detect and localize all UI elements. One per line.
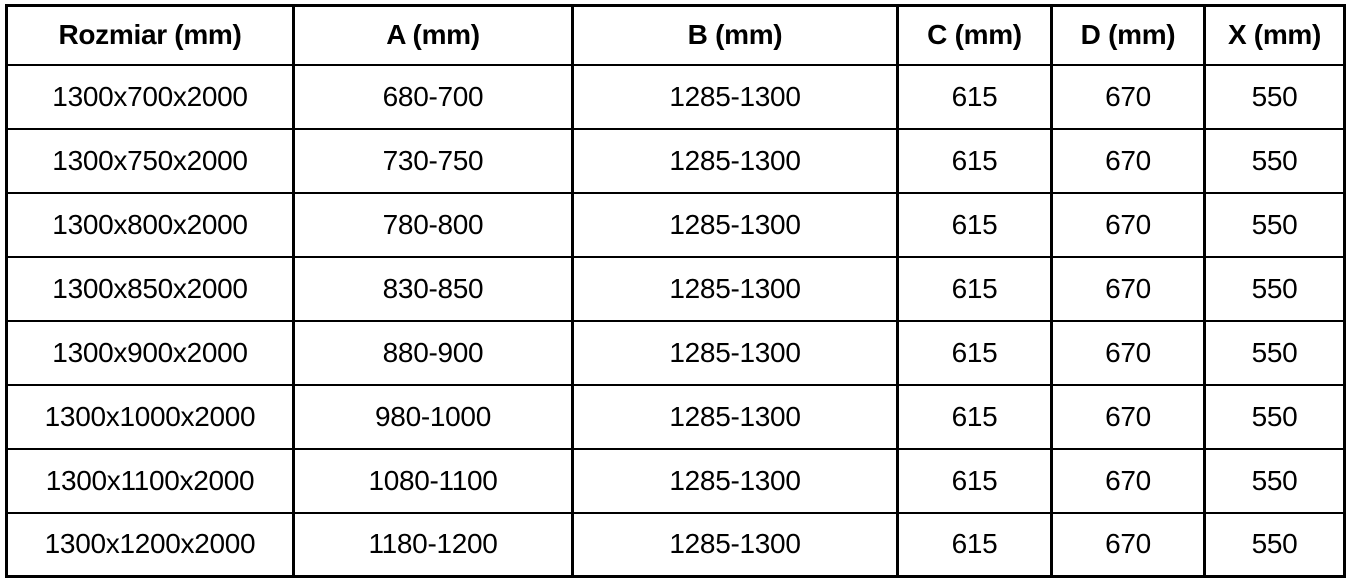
table-cell: 670 [1052, 449, 1205, 513]
table-cell: 1285-1300 [573, 193, 898, 257]
column-header: X (mm) [1205, 6, 1345, 65]
size-table [5, 4, 1346, 578]
table-cell: 615 [898, 65, 1052, 129]
table-row [7, 385, 1345, 449]
table-cell: 780-800 [294, 193, 573, 257]
table-cell: 615 [898, 513, 1052, 577]
table-cell: 1285-1300 [573, 129, 898, 193]
table-row [7, 449, 1345, 513]
table-cell: 550 [1205, 385, 1345, 449]
table-row [7, 513, 1345, 577]
table-cell: 730-750 [294, 129, 573, 193]
table-cell: 615 [898, 129, 1052, 193]
table-cell: 1300x1200x2000 [7, 513, 294, 577]
table-cell: 550 [1205, 449, 1345, 513]
table-cell: 670 [1052, 385, 1205, 449]
table-cell: 550 [1205, 129, 1345, 193]
table-cell: 1300x1000x2000 [7, 385, 294, 449]
table-cell: 615 [898, 321, 1052, 385]
table-cell: 615 [898, 449, 1052, 513]
table-header-row [7, 6, 1345, 65]
table-cell: 680-700 [294, 65, 573, 129]
table-cell: 1285-1300 [573, 65, 898, 129]
table-cell: 1300x750x2000 [7, 129, 294, 193]
table-row [7, 321, 1345, 385]
table-cell: 1285-1300 [573, 449, 898, 513]
table-row [7, 257, 1345, 321]
table-cell: 1300x900x2000 [7, 321, 294, 385]
table-cell: 830-850 [294, 257, 573, 321]
table-cell: 615 [898, 193, 1052, 257]
table-cell: 550 [1205, 193, 1345, 257]
table-cell: 1285-1300 [573, 385, 898, 449]
table-cell: 1080-1100 [294, 449, 573, 513]
column-header: A (mm) [294, 6, 573, 65]
table-cell: 670 [1052, 513, 1205, 577]
column-header: Rozmiar (mm) [7, 6, 294, 65]
table-cell: 1300x800x2000 [7, 193, 294, 257]
table-cell: 670 [1052, 257, 1205, 321]
table-row [7, 193, 1345, 257]
table-cell: 670 [1052, 65, 1205, 129]
table-body [7, 65, 1345, 577]
table-cell: 1300x700x2000 [7, 65, 294, 129]
table-cell: 615 [898, 257, 1052, 321]
table-cell: 550 [1205, 321, 1345, 385]
table-cell: 550 [1205, 257, 1345, 321]
table-cell: 670 [1052, 321, 1205, 385]
table-cell: 670 [1052, 129, 1205, 193]
table-row [7, 129, 1345, 193]
table-cell: 1180-1200 [294, 513, 573, 577]
table-cell: 1285-1300 [573, 513, 898, 577]
table-cell: 1300x850x2000 [7, 257, 294, 321]
table-cell: 670 [1052, 193, 1205, 257]
table-cell: 550 [1205, 65, 1345, 129]
table-row [7, 65, 1345, 129]
table-cell: 1285-1300 [573, 257, 898, 321]
column-header: B (mm) [573, 6, 898, 65]
table-cell: 980-1000 [294, 385, 573, 449]
column-header: D (mm) [1052, 6, 1205, 65]
table-cell: 550 [1205, 513, 1345, 577]
column-header: C (mm) [898, 6, 1052, 65]
table-cell: 1285-1300 [573, 321, 898, 385]
table-cell: 880-900 [294, 321, 573, 385]
table-cell: 615 [898, 385, 1052, 449]
table-cell: 1300x1100x2000 [7, 449, 294, 513]
